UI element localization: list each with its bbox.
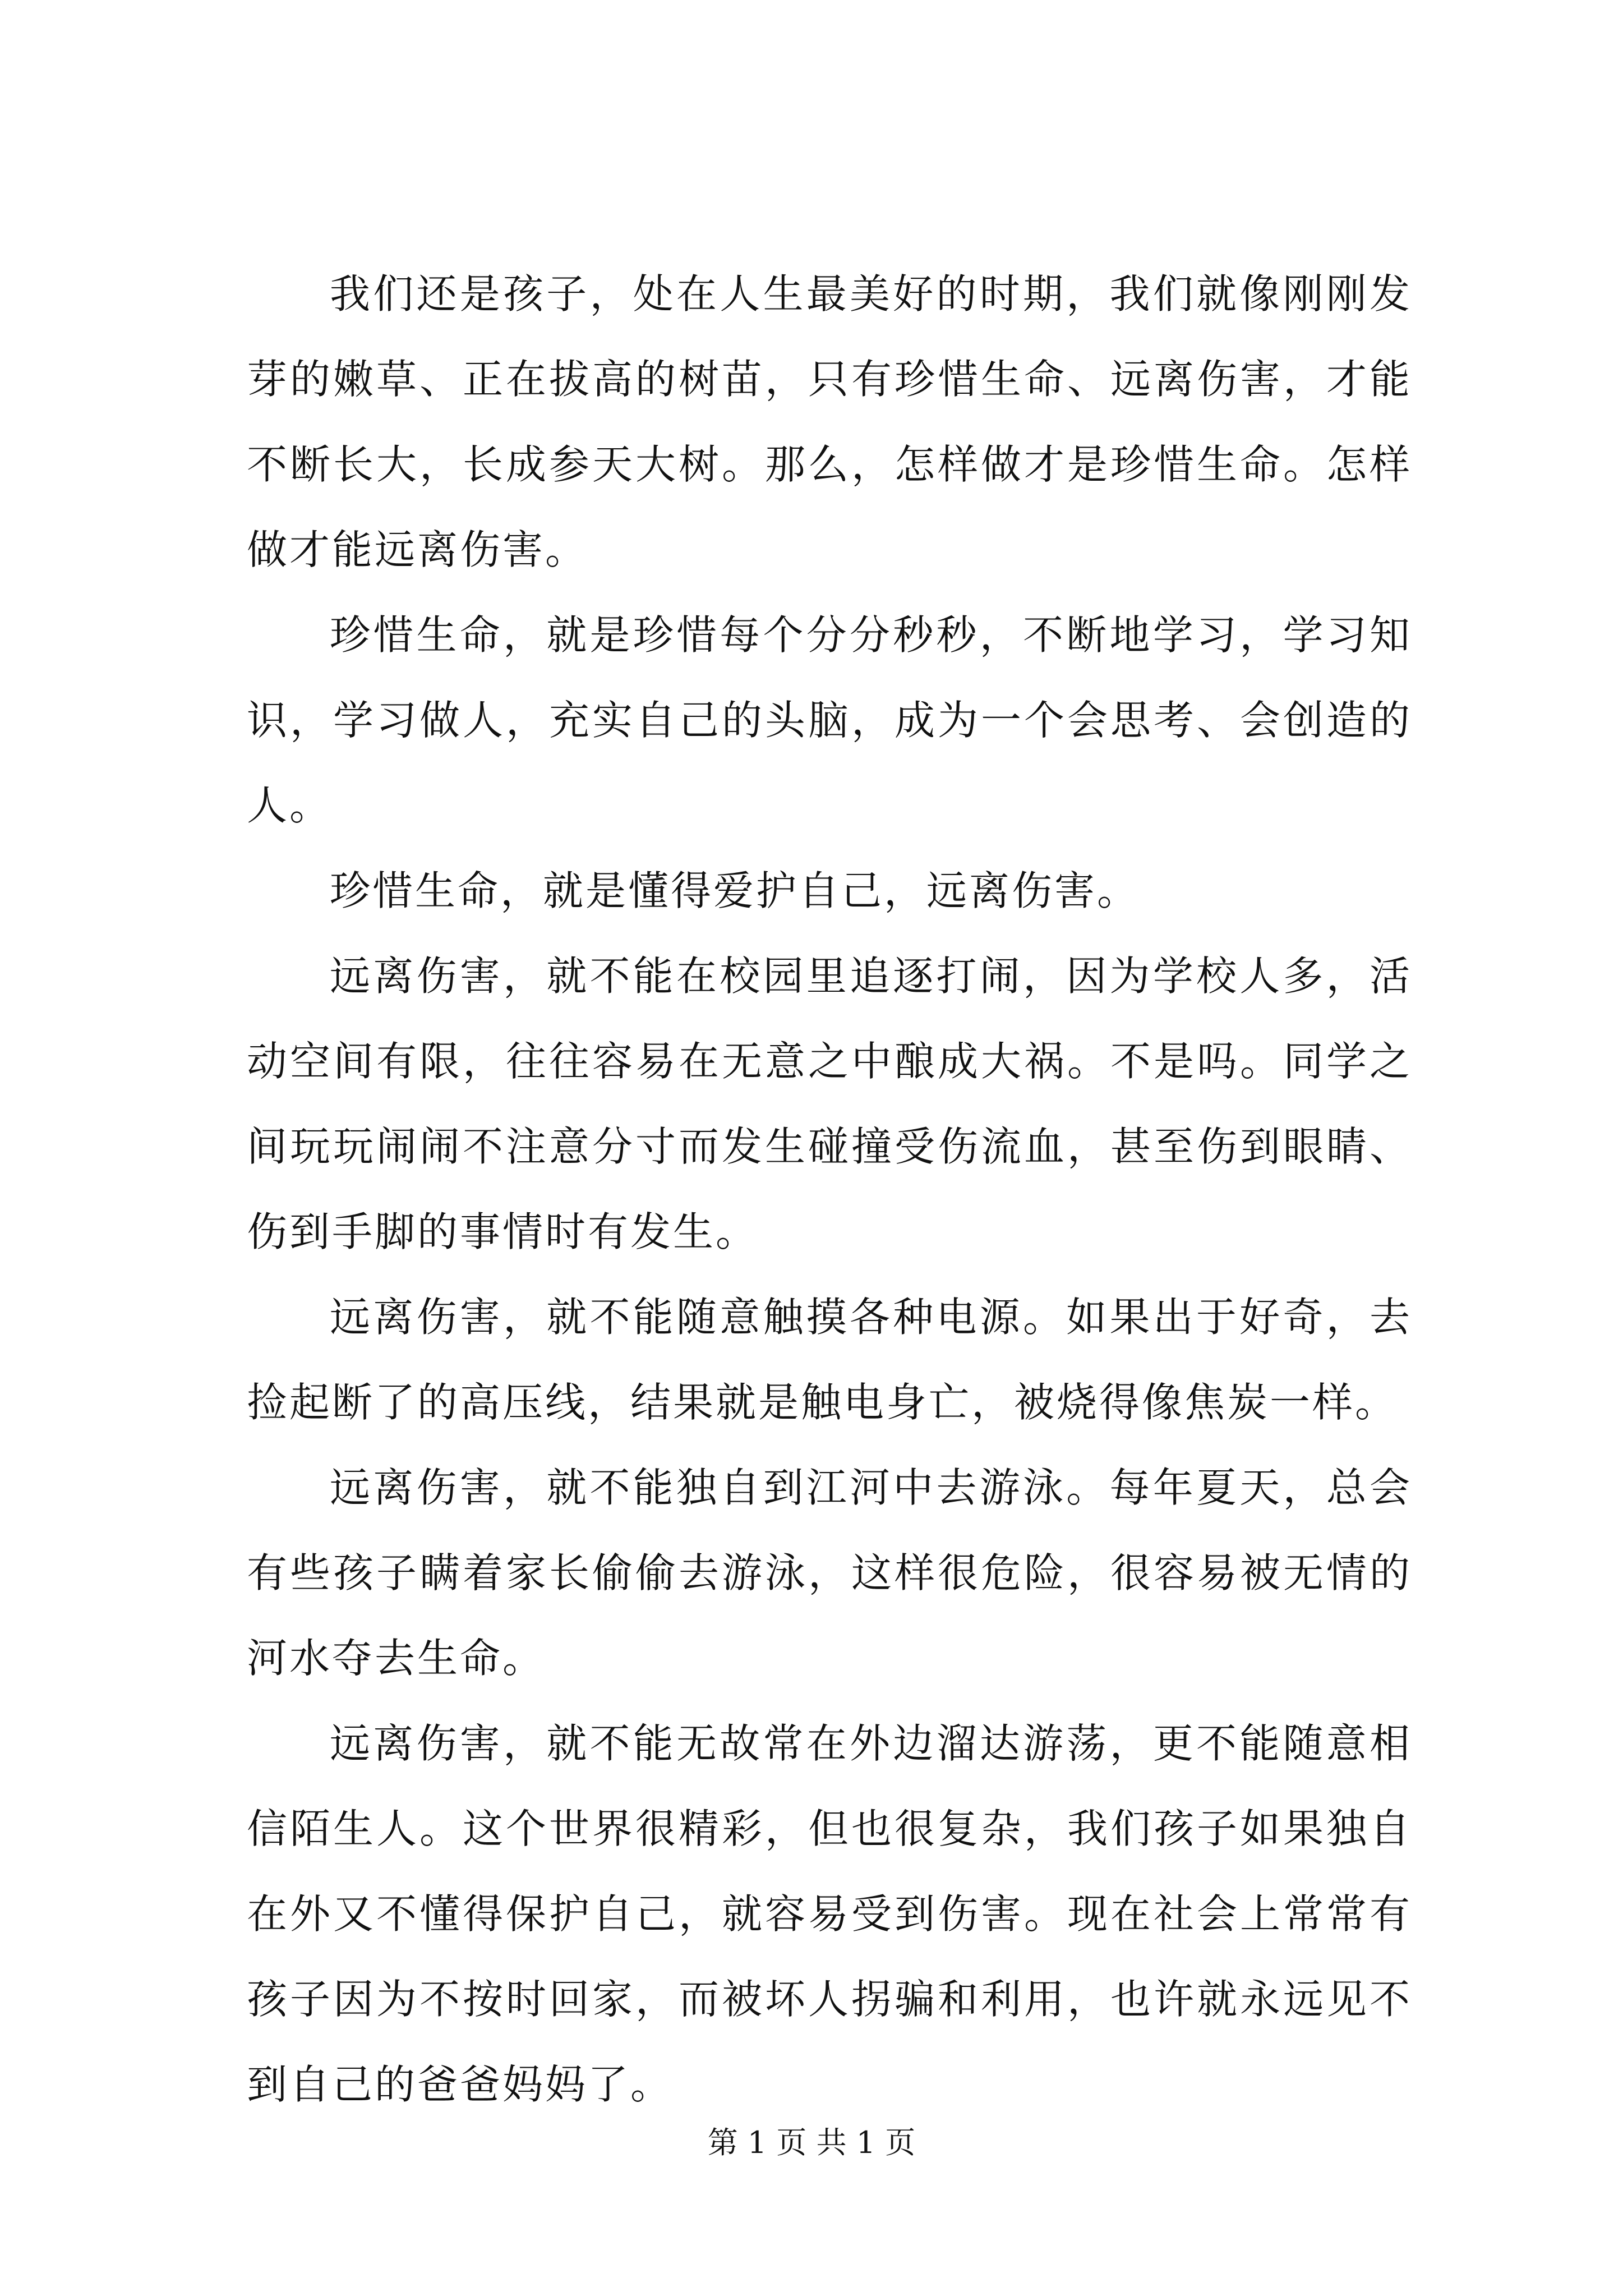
- paragraph-4: 远离伤害，就不能在校园里追逐打闹，因为学校人多，活动空间有限，往往容易在无意之中酿成大祸。不是吗。同学之间玩玩闹闹不注意分寸而发生碰撞受伤流血，甚至伤到眼睛、伤到手脚的事情时有发生。: [247, 953, 1412, 1255]
- page-footer: 第 1 页 共 1 页: [707, 2125, 916, 2160]
- paragraph-3: 珍惜生命，就是懂得爱护自己，远离伤害。: [330, 867, 1140, 914]
- paragraph-5: 远离伤害，就不能随意触摸各种电源。如果出于好奇，去捡起断了的高压线，结果就是触电身亡，被烧得像焦炭一样。: [247, 1294, 1412, 1426]
- paragraph-2: 珍惜生命，就是珍惜每个分分秒秒，不断地学习，学习知识，学习做人，充实自己的头脑，成为一个会思考、会创造的人。: [247, 611, 1412, 829]
- paragraph-6: 远离伤害，就不能独自到江河中去游泳。每年夏天，总会有些孩子瞒着家长偷偷去游泳，这样很危险，很容易被无情的河水夺去生命。: [247, 1464, 1412, 1682]
- paragraph-1: 我们还是孩子，处在人生最美好的时期，我们就像刚刚发芽的嫩草、正在拔高的树苗，只有珍惜生命、远离伤害，才能不断长大，长成参天大树。那么，怎样做才是珍惜生命。怎样做才能远离伤害。: [247, 270, 1412, 573]
- paragraph-7: 远离伤害，就不能无故常在外边溜达游荡，更不能随意相信陌生人。这个世界很精彩，但也很复杂，我们孩子如果独自在外又不懂得保护自己，就容易受到伤害。现在社会上常常有孩子因为不按时回家，而被坏人拐骗和利用，也许就永远见不到自己的爸爸妈妈了。: [247, 1720, 1412, 2108]
- document-body: [247, 251, 1412, 2127]
